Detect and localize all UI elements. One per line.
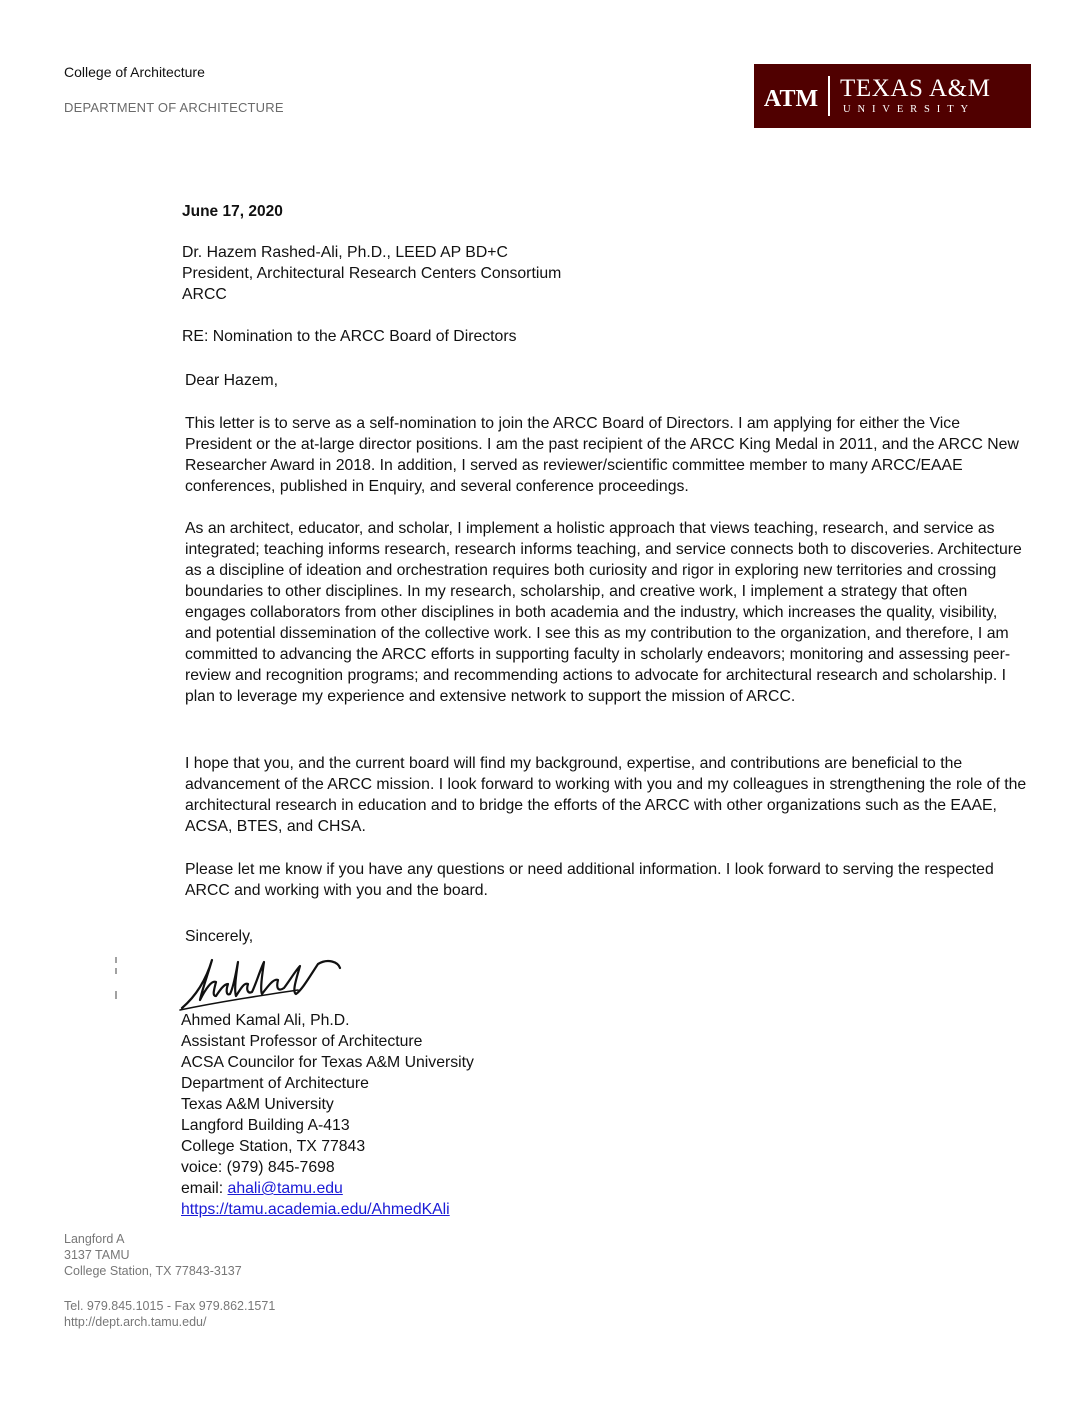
- logo-subtitle: UNIVERSITY: [843, 104, 975, 115]
- logo-name: TEXAS A&M: [840, 75, 991, 102]
- logo-divider: [828, 76, 830, 116]
- email-link[interactable]: ahali@tamu.edu: [227, 1180, 343, 1197]
- college-name: College of Architecture: [64, 64, 205, 80]
- footer-url: http://dept.arch.tamu.edu/: [64, 1315, 207, 1329]
- atm-monogram-icon: [763, 76, 819, 116]
- footer-address-line: College Station, TX 77843-3137: [64, 1264, 242, 1278]
- recipient-block: [182, 242, 561, 305]
- body-paragraph: Please let me know if you have any questions or need additional information. I look forward to serving the respected ARCC and working with you and the board.: [185, 861, 994, 899]
- signer-title: Assistant Professor of Architecture: [181, 1033, 423, 1050]
- website-link[interactable]: https://tamu.academia.edu/AhmedKAli: [181, 1201, 450, 1218]
- signer-city: College Station, TX 77843: [181, 1138, 366, 1155]
- body-paragraph: This letter is to serve as a self-nomination to join the ARCC Board of Directors. I am applying for either the Vice President or the at-large director positions. I am the past recipient of the ARCC King Medal in 2011, and the ARCC New Researcher Award in 2018. In addition, I served as reviewer/scientific committee member to many ARCC/EAAE conferences, published in Enquiry, and several conference proceedings.: [185, 415, 1019, 495]
- footer-address: [64, 1231, 242, 1279]
- letter-date: June 17, 2020: [182, 203, 283, 220]
- email-label: email:: [181, 1180, 228, 1197]
- recipient-title: President, Architectural Research Centers Consortium: [182, 265, 562, 282]
- salutation: Dear Hazem,: [185, 372, 279, 389]
- logo-monogram: ATM: [763, 86, 819, 112]
- tamu-logo: [754, 64, 1031, 128]
- recipient-name: Dr. Hazem Rashed-Ali, Ph.D., LEED AP BD+C: [182, 244, 508, 261]
- closing: Sincerely,: [185, 928, 254, 945]
- body-paragraph: As an architect, educator, and scholar, I implement a holistic approach that views teaching, research, and service as integrated; teaching informs research, research informs teaching, and service connects both to discoveries. Architecture as a discipline of ideation and orchestration requires both curiosity and rigor in exploring new territories and crossing boundaries to other disciplines. In my research, scholarship, and creative work, I implement a strategy that often engages collaborators from other disciplines in both academia and the industry, which increases the quality, visibility, and potential dissemination of the collective work. I see this as my contribution to the organization, and therefore, I am committed to advancing the ARCC efforts in supporting faculty in scholarly endeavors; monitoring and assessing peer-review and recognition programs; and recommending actions to advocate for architectural research and scholarship. I plan to leverage my experience and extensive network to support the mission of ARCC.: [185, 520, 1022, 705]
- department-name: DEPARTMENT OF ARCHITECTURE: [64, 100, 284, 115]
- signer-email-line: [181, 1178, 474, 1199]
- footer-contact: [64, 1298, 275, 1330]
- signer-role: ACSA Councilor for Texas A&M University: [181, 1054, 474, 1071]
- footer-phone: Tel. 979.845.1015 - Fax 979.862.1571: [64, 1299, 276, 1313]
- handwritten-signature: [178, 950, 344, 1012]
- signature-block: [181, 1010, 474, 1220]
- signer-voice: voice: (979) 845-7698: [181, 1159, 335, 1176]
- subject-line: RE: Nomination to the ARCC Board of Directors: [182, 328, 517, 345]
- margin-marks: [112, 955, 120, 1003]
- footer-address-line: 3137 TAMU: [64, 1248, 130, 1262]
- signer-university: Texas A&M University: [181, 1096, 334, 1113]
- signer-building: Langford Building A-413: [181, 1117, 350, 1134]
- body-paragraph: I hope that you, and the current board will find my background, expertise, and contributions are beneficial to the advancement of the ARCC mission. I look forward to working with you and my colleagues in strengthening the role of the architectural research in education and to bridge the efforts of the ARCC with other organizations such as the EAAE, ACSA, BTES, and CHSA.: [185, 755, 1027, 835]
- signer-name: Ahmed Kamal Ali, Ph.D.: [181, 1012, 350, 1029]
- recipient-organization: ARCC: [182, 286, 227, 303]
- footer-address-line: Langford A: [64, 1232, 125, 1246]
- signer-department: Department of Architecture: [181, 1075, 369, 1092]
